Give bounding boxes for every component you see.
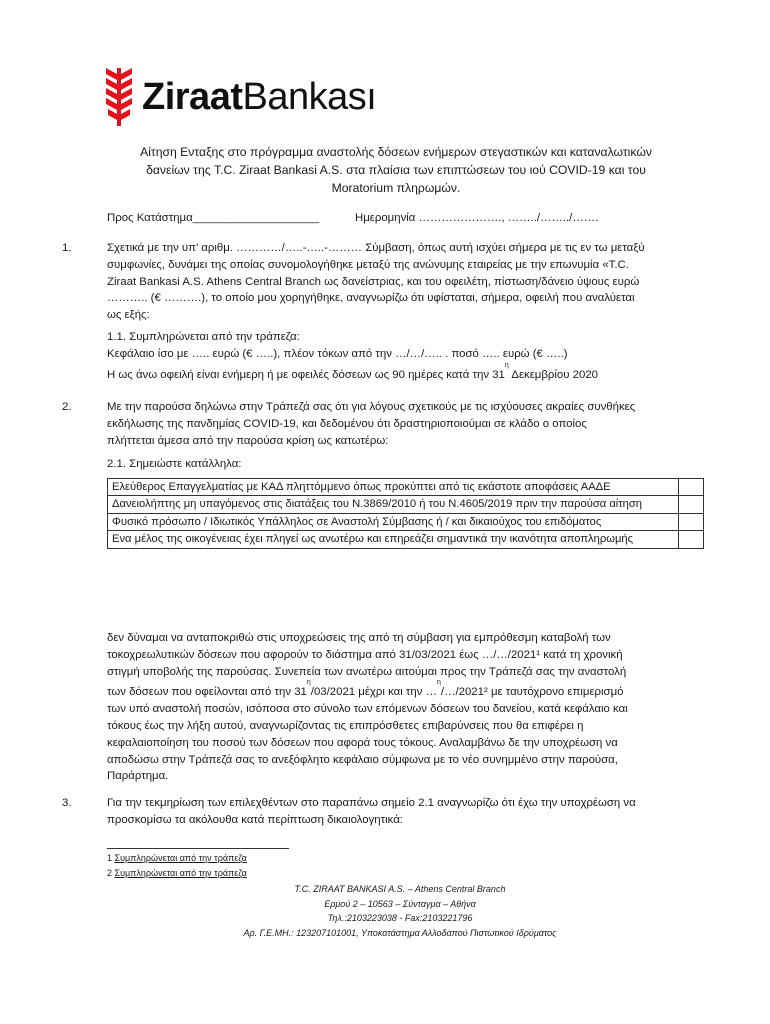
cont-sup1: η xyxy=(306,679,311,687)
brand-name-bold: Ziraat xyxy=(142,76,243,118)
section-2-line: πλήττεται άμεσα από την παρούσα κρίση ως κατωτέρω: xyxy=(107,434,389,447)
option-checkbox[interactable] xyxy=(679,531,704,548)
option-text: Δανειολήπτης μη υπαγόμενος στις διατάξεις του Ν.3869/2010 ή του Ν.4605/2019 πριν την παρούσα αίτηση xyxy=(108,496,679,513)
footer-line: T.C. ZIRAAT BANKASI A.S. – Athens Central Branch xyxy=(294,884,506,894)
document-title xyxy=(96,143,696,197)
section-1-number: 1. xyxy=(62,242,72,254)
section-3-number: 3. xyxy=(62,797,72,809)
section-3-line: Για την τεκμηρίωση των επιλεχθέντων στο παραπάνω σημείο 2.1 αναγνωρίζω ότι έχω την υποχρέωση να xyxy=(107,797,636,809)
capital-line: Κεφάλαιο ίσο με ….. ευρώ (€ …..), πλέον τόκων από την …/…/….. . ποσό ….. ευρώ (€ …..) xyxy=(107,348,568,360)
status-sup: η xyxy=(504,362,509,369)
section-3-line: προσκομίσω τα ακόλουθα κατά περίπτωση δικαιολογητικά: xyxy=(107,813,403,826)
continuation-line: δεν δύναμαι να ανταποκριθώ στις υποχρεώσεις της από τη σύμβαση για εμπρόθεσμη καταβολή των xyxy=(107,632,611,644)
section-1-line: ως εξής: xyxy=(107,309,150,322)
section-2-line: εκδήλωσης της πανδημίας COVID-19, και δεδομένου ότι δραστηριοποιούμαι σε κλάδο ο οποίος xyxy=(107,417,587,430)
option-row xyxy=(108,531,704,548)
page-footer xyxy=(150,882,650,940)
cont-a: των δόσεων που οφείλονται από την 31 xyxy=(107,686,307,699)
section-2-1-label: 2.1. Σημειώστε κατάλληλα: xyxy=(107,458,242,470)
option-row xyxy=(108,479,704,496)
footnote-text: Συμπληρώνεται από την τράπεζα xyxy=(114,853,247,863)
section-1-line: Σχετικά με την υπ’ αριθμ. …………/…..-…..-……… Σύμβαση, όπως αυτή ισχύει σήμερα με τις εν τω μεταξύ xyxy=(107,242,645,254)
continuation-line: κεφαλαιοποίηση του ποσού των δόσεων που αφορά τους τόκους. Αναλαμβάνω δε την υποχρέωση να xyxy=(107,736,618,749)
continuation-line: τοκοχρεωλυτικών δόσεων που αφορούν το διάστημα από 31/03/2021 έως …/…/2021¹ κατά τη χρονική xyxy=(107,648,623,661)
cont-sup2: η xyxy=(437,679,441,687)
status-pre: Η ως άνω οφειλή είναι ενήμερη ή με οφειλές δόσεων ως 90 ημέρες κατά την 31 xyxy=(107,369,505,381)
title-line-2: δανείων της T.C. Ziraat Bankasi A.S. στα πλαίσια των επιπτώσεων του ιού COVID-19 και του xyxy=(146,163,646,177)
section-3-body xyxy=(107,795,699,829)
section-2-continuation xyxy=(107,630,699,785)
section-2-number: 2. xyxy=(62,401,72,413)
option-text: Φυσικό πρόσωπο / Ιδιωτικός Υπάλληλος σε Αναστολή Σύμβασης ή / και δικαιούχος του επιδόματος xyxy=(108,513,679,530)
option-row xyxy=(108,513,704,530)
option-text: Ελεύθερος Επαγγελματίας με ΚΑΔ πληττόμμενο όπως προκύπτει από τις εκάστοτε αποφάσεις ΑΑΔΕ xyxy=(108,479,679,496)
continuation-line: τόκους έως την λήξη αυτού, αναγνωρίζοντας τις επιπρόσθετες επιβαρύνσεις που θα επιφέρει η xyxy=(107,719,584,732)
option-row xyxy=(108,496,704,513)
footnote-mark: 1 xyxy=(107,853,113,863)
title-line-3: Moratorium πληρωμών. xyxy=(331,181,461,195)
status-line xyxy=(107,362,598,384)
section-1-body xyxy=(107,240,699,324)
cont-b: /03/2021 μέχρι και την … xyxy=(310,686,438,699)
footer-line: Τηλ.:2103223038 - Fax:2103221796 xyxy=(327,913,473,924)
title-line-1: Αίτηση Ενταξης στο πρόγραμμα αναστολής δόσεων ενήμερων στεγαστικών και καταναλωτικών xyxy=(140,145,652,159)
continuation-line: στιγμή υποβολής της παρούσας. Συνεπεία των ανωτέρω αιτούμαι προς την Τράπεζά σας την αναστολή xyxy=(107,665,627,678)
option-checkbox[interactable] xyxy=(679,479,704,496)
section-2-body xyxy=(107,399,699,449)
option-checkbox[interactable] xyxy=(679,496,704,513)
option-checkbox[interactable] xyxy=(679,513,704,530)
cont-c: /…/2021² με ταυτόχρονο επιμερισμό xyxy=(440,686,624,699)
brand-name-regular: Bankası xyxy=(242,76,377,118)
section-1-1-label: 1.1. Συμπληρώνεται από την τράπεζα: xyxy=(107,331,300,343)
ziraat-logo xyxy=(104,68,376,126)
section-2-line: Με την παρούσα δηλώνω στην Τράπεζά σας ότι για λόγους σχετικούς με τις ισχύουσες ακραίες συνθήκες xyxy=(107,401,636,413)
footnote-1 xyxy=(107,853,247,863)
branch-field[interactable]: Προς Κατάστημα____________________ xyxy=(107,212,320,224)
footnote-2 xyxy=(107,868,247,878)
continuation-line: αποδώσω στην Τράπεζά σας το ανεξόφλητο κεφάλαιο σύμφωνα με το νέο συνημμένο στην παρούσα, xyxy=(107,753,618,766)
section-1-line: συμφωνίες, δυνάμει της οποίας συνομολογήθηκε μεταξύ της ανώνυμης εταιρείας με την επωνυμία «T.C. xyxy=(107,258,629,271)
wheat-ear-icon xyxy=(104,68,134,126)
section-1-line: ……….. (€ ……….), το οποίο μου χορηγήθηκε, αναγνωρίζω ότι υφίσταται, σήμερα, οφειλή που αναλύεται xyxy=(107,292,635,305)
option-text: Ενα μέλος της οικογένειας έχει πληγεί ως ανωτέρω και επηρεάζει σημαντικά την ικανότητα αποπληρωμής xyxy=(108,531,679,548)
footnote-mark: 2 xyxy=(107,868,113,878)
footer-line: Ερμού 2 – 10563 – Σύνταγμα – Αθήνα xyxy=(324,898,476,909)
date-field[interactable]: Ημερομηνία …………………., ……../……../……. xyxy=(355,212,599,224)
footnote-rule xyxy=(107,848,289,849)
options-table xyxy=(107,478,704,549)
footnote-text: Συμπληρώνεται από την τράπεζα xyxy=(114,868,247,878)
brand-name xyxy=(142,78,376,116)
continuation-line: Παράρτημα. xyxy=(107,770,169,783)
footer-line: Αρ. Γ.Ε.ΜΗ.: 123207101001, Υποκατάστημα Αλλοδαπού Πιστωτικού Ιδρύματος xyxy=(243,927,557,938)
continuation-line: των υπό αναστολή ποσών, ισόποσα στο σύνολο των επόμενων δόσεων του δανείου, κατά κεφάλαιο και xyxy=(107,703,628,716)
status-post: Δεκεμβρίου 2020 xyxy=(508,369,598,381)
continuation-line xyxy=(107,679,699,701)
section-1-line: Ziraat Bankasi A.S. Athens Central Branch ως δανείστριας, και του οφειλέτη, πίστωση/δάνειο ύψους ευρώ xyxy=(107,275,640,288)
